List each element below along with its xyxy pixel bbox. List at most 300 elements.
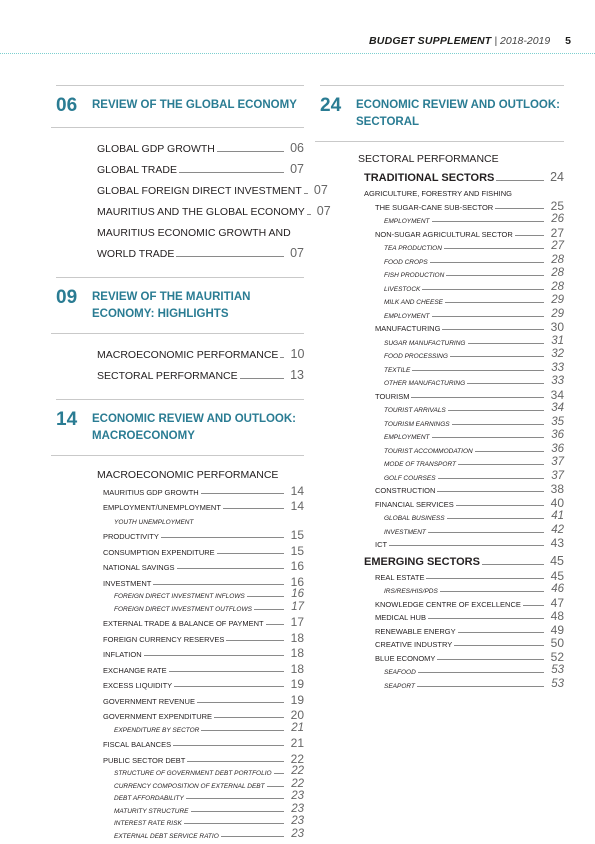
toc-entry-label: TEXTILE <box>384 366 411 374</box>
toc-entry-label: EMPLOYMENT <box>384 312 430 320</box>
section-title: REVIEW OF THE GLOBAL ECONOMY <box>92 99 297 111</box>
toc-entry-page: 35 <box>551 415 564 428</box>
toc-entry-page: 26 <box>551 213 564 225</box>
leader-line <box>422 289 544 290</box>
toc-entry[interactable] <box>320 198 564 212</box>
toc-entry-page: 18 <box>290 646 304 660</box>
toc-entry-label: REAL ESTATE <box>375 572 425 582</box>
toc-entry-label: MODE OF TRANSPORT <box>384 461 456 468</box>
toc-entry-page: 30 <box>550 320 564 334</box>
toc-entry[interactable] <box>320 676 564 690</box>
leader-line <box>467 383 544 384</box>
leader-line <box>428 532 544 533</box>
toc-section <box>56 277 304 386</box>
toc-entry[interactable] <box>56 777 304 790</box>
leader-line <box>274 773 284 774</box>
toc-entry-label: INTEREST RATE RISK <box>114 820 182 827</box>
leader-line <box>254 609 284 610</box>
leader-line <box>179 172 284 173</box>
toc-entry-label: MACROECONOMIC PERFORMANCE <box>97 469 279 481</box>
leader-line <box>458 464 544 465</box>
toc-entry[interactable] <box>320 148 564 165</box>
toc-entry[interactable] <box>56 155 304 176</box>
toc-entry[interactable] <box>320 482 564 496</box>
leader-line <box>223 508 284 509</box>
leader-line <box>418 672 544 673</box>
toc-entry[interactable] <box>56 790 304 803</box>
toc-entry-page: 42 <box>551 523 564 536</box>
toc-entry[interactable] <box>320 622 564 636</box>
toc-entry-label: GLOBAL GDP GROWTH <box>97 143 215 155</box>
toc-entry[interactable] <box>56 690 304 706</box>
leader-line <box>448 410 544 411</box>
toc-entry[interactable] <box>56 734 304 750</box>
toc-entry-page: 20 <box>290 708 304 722</box>
toc-entry[interactable] <box>320 266 564 280</box>
toc-entry-page: 52 <box>550 649 564 664</box>
toc-entry[interactable] <box>56 815 304 828</box>
toc-entry-label: CURRENCY COMPOSITION OF EXTERNAL DEBT <box>114 782 265 790</box>
toc-entry[interactable] <box>320 333 564 347</box>
toc-entry[interactable] <box>56 706 304 722</box>
toc-entry-page: 18 <box>290 661 304 676</box>
toc-entry-label: TEA PRODUCTION <box>384 245 442 252</box>
toc-entry-page: 40 <box>550 495 564 510</box>
toc-entry[interactable] <box>320 401 564 415</box>
toc-entry[interactable] <box>56 340 304 361</box>
leader-line <box>428 618 544 619</box>
toc-entry-page: 36 <box>551 442 564 455</box>
toc-entry-label: FOOD PROCESSING <box>384 353 448 360</box>
toc-entry-label: AGRICULTURE, FORESTRY AND FISHING <box>364 189 512 198</box>
toc-entry-label: STRUCTURE OF GOVERNMENT DEBT PORTFOLIO <box>114 770 272 777</box>
toc-entry-label: SEAPORT <box>384 682 415 690</box>
toc-entry[interactable] <box>320 387 564 401</box>
leader-line <box>437 659 544 660</box>
toc-entry[interactable] <box>320 306 564 320</box>
toc-entry-label: MAURITIUS AND THE GLOBAL ECONOMY <box>97 206 305 218</box>
toc-entry-page: 14 <box>290 499 304 513</box>
toc-entry[interactable] <box>320 239 564 253</box>
toc-entry[interactable] <box>320 663 564 677</box>
toc-entry-label: EMERGING SECTORS <box>364 556 480 568</box>
leader-line <box>432 437 544 438</box>
section-number: 09 <box>56 287 78 308</box>
toc-entry[interactable] <box>56 749 304 765</box>
toc-entry[interactable] <box>56 512 304 526</box>
toc-entry[interactable] <box>320 568 564 582</box>
toc-entry-page: 17 <box>291 600 304 613</box>
toc-entry-page: 16 <box>291 588 304 600</box>
toc-entry[interactable] <box>56 541 304 557</box>
leader-line <box>267 786 284 787</box>
toc-entry-label: CONSUMPTION EXPENDITURE <box>103 547 215 557</box>
toc-entry-page: 28 <box>551 280 564 293</box>
toc-entry-label: PRODUCTIVITY <box>103 532 159 541</box>
toc-entry[interactable] <box>320 522 564 536</box>
toc-entry-label: EXTERNAL DEBT SERVICE RATIO <box>114 832 219 840</box>
leader-line <box>197 702 284 703</box>
toc-entry-page: 33 <box>551 375 564 387</box>
toc-entry-page: 21 <box>290 736 304 750</box>
toc-entry[interactable] <box>56 572 304 588</box>
toc-entry[interactable] <box>320 549 564 568</box>
leader-line <box>201 493 284 494</box>
section-heading <box>56 409 304 445</box>
toc-entry-page: 43 <box>550 536 564 550</box>
toc-entry-list <box>56 128 331 264</box>
toc-entry-page: 23 <box>291 790 304 802</box>
toc-right-column <box>320 85 564 694</box>
toc-entry-label: BLUE ECONOMY <box>375 653 436 663</box>
toc-entry-list <box>320 142 564 694</box>
toc-entry[interactable] <box>320 582 564 596</box>
toc-entry[interactable] <box>320 509 564 523</box>
toc-entry[interactable] <box>56 588 304 601</box>
toc-entry-label: GLOBAL BUSINESS <box>384 515 445 522</box>
leader-line <box>458 632 544 633</box>
toc-entry-page: 06 <box>290 141 304 155</box>
leader-line <box>226 640 284 641</box>
section-title: REVIEW OF THE MAURITIAN ECONOMY: HIGHLIGHTS <box>92 291 251 320</box>
leader-line <box>187 761 284 762</box>
toc-entry-label: SEAFOOD <box>384 669 416 676</box>
leader-line <box>169 671 284 672</box>
leader-line <box>153 584 284 585</box>
leader-line <box>304 193 308 194</box>
section-title: ECONOMIC REVIEW AND OUTLOOK: MACROECONOMY <box>92 413 297 442</box>
toc-entry-label: LIVESTOCK <box>384 285 421 293</box>
toc-entry-label: YOUTH UNEMPLOYMENT <box>114 518 194 526</box>
toc-entry-page: 23 <box>291 827 304 840</box>
toc-entry-label: MAURITIUS GDP GROWTH <box>103 487 199 497</box>
toc-entry[interactable] <box>56 802 304 815</box>
leader-line <box>447 518 544 519</box>
section-number: 24 <box>320 95 342 116</box>
leader-line <box>247 596 284 597</box>
toc-entry[interactable] <box>320 636 564 650</box>
toc-entry-page: 48 <box>550 609 564 623</box>
toc-entry[interactable] <box>320 293 564 307</box>
toc-entry-page: 16 <box>290 559 304 573</box>
leader-line <box>184 823 284 824</box>
leader-line <box>417 686 544 687</box>
toc-entry[interactable] <box>56 557 304 573</box>
toc-entry-page: 23 <box>291 802 304 815</box>
toc-entry-page: 07 <box>313 183 328 197</box>
section-number: 14 <box>56 409 78 430</box>
toc-entry-label: TOURISM EARNINGS <box>384 420 450 428</box>
leader-line <box>221 836 284 837</box>
toc-entry-page: 15 <box>290 528 304 542</box>
toc-entry[interactable] <box>56 361 304 382</box>
toc-entry[interactable] <box>56 462 304 481</box>
toc-entry-label: TOURIST ARRIVALS <box>384 407 446 414</box>
toc-entry[interactable] <box>56 600 304 613</box>
toc-entry-label: FOREIGN DIRECT INVESTMENT OUTFLOWS <box>114 605 252 613</box>
leader-line <box>446 275 544 276</box>
leader-line <box>523 605 544 606</box>
toc-entry-page: 28 <box>551 267 564 279</box>
leader-line <box>217 553 284 554</box>
toc-entry-label: INFLATION <box>103 650 142 659</box>
toc-entry-list <box>56 456 304 844</box>
header-separator: | <box>494 35 498 47</box>
toc-entry-page: 19 <box>290 692 304 707</box>
toc-entry[interactable] <box>56 197 331 218</box>
toc-entry-label: TOURIST ACCOMMODATION <box>384 447 473 455</box>
toc-entry-label: THE SUGAR-CANE SUB-SECTOR <box>375 202 494 212</box>
leader-line <box>217 151 284 152</box>
running-header <box>369 35 571 47</box>
toc-entry-label: DEBT AFFORDABILITY <box>114 795 184 802</box>
leader-line <box>515 235 544 236</box>
section-heading <box>320 95 564 131</box>
leader-line <box>444 248 544 249</box>
toc-entry-label: FOREIGN CURRENCY RESERVES <box>103 634 225 644</box>
section-heading <box>56 95 304 117</box>
toc-entry[interactable] <box>56 526 304 542</box>
toc-entry-page: 22 <box>291 765 304 777</box>
toc-entry[interactable] <box>56 628 304 644</box>
toc-entry[interactable] <box>320 441 564 455</box>
toc-entry-label: MATURITY STRUCTURE <box>114 807 189 815</box>
toc-entry-label: GLOBAL FOREIGN DIRECT INVESTMENT <box>97 185 302 197</box>
toc-entry-label: MAURITIUS ECONOMIC GROWTH AND <box>97 227 291 239</box>
toc-entry-page: 45 <box>550 568 564 583</box>
leader-line <box>174 686 284 687</box>
leader-line <box>177 568 284 569</box>
toc-entry-page: 34 <box>551 402 564 414</box>
toc-entry-label: EXCHANGE RATE <box>103 665 167 675</box>
toc-entry[interactable] <box>56 497 304 513</box>
toc-entry-label: EXPENDITURE BY SECTOR <box>114 726 200 734</box>
toc-entry-label: MACROECONOMIC PERFORMANCE <box>97 349 279 361</box>
page-number: 5 <box>565 35 571 47</box>
toc-entry-page: 37 <box>551 469 564 482</box>
toc-entry-page: 38 <box>550 482 564 496</box>
toc-entry-page: 10 <box>290 347 305 361</box>
leader-line <box>454 645 544 646</box>
toc-entry-page: 34 <box>550 387 564 402</box>
toc-entry[interactable] <box>320 595 564 609</box>
toc-entry[interactable] <box>56 721 304 734</box>
toc-entry-label: EXTERNAL TRADE & BALANCE OF PAYMENT <box>103 619 264 628</box>
toc-entry[interactable] <box>320 649 564 663</box>
toc-entry-label: FISCAL BALANCES <box>103 740 172 749</box>
toc-entry-label: CONSTRUCTION <box>375 486 436 495</box>
toc-entry-list <box>56 334 304 386</box>
toc-entry[interactable] <box>56 613 304 629</box>
toc-entry-page: 33 <box>551 361 564 374</box>
toc-entry-page: 14 <box>290 483 304 498</box>
toc-entry-page: 21 <box>291 721 304 734</box>
toc-entry-page: 50 <box>550 636 564 650</box>
toc-entry-page: 37 <box>551 456 564 468</box>
toc-entry-page: 49 <box>550 622 564 637</box>
leader-line <box>442 329 544 330</box>
toc-entry[interactable] <box>320 279 564 293</box>
toc-entry-label: GOLF COURSES <box>384 474 436 482</box>
toc-entry-label: NON-SUGAR AGRICULTURAL SECTOR <box>375 229 513 239</box>
leader-line <box>468 343 545 344</box>
toc-entry[interactable] <box>320 360 564 374</box>
toc-entry-label: EMPLOYMENT/UNEMPLOYMENT <box>103 503 221 512</box>
toc-entry-page: 22 <box>291 777 304 790</box>
toc-entry[interactable] <box>56 176 328 197</box>
toc-entry[interactable] <box>320 495 564 509</box>
toc-entry-page: 23 <box>291 815 304 827</box>
leader-line <box>432 316 544 317</box>
toc-entry-page: 29 <box>551 307 564 320</box>
publication-title: BUDGET SUPPLEMENT <box>369 35 492 47</box>
toc-entry-page: 17 <box>290 615 304 629</box>
leader-line <box>307 214 311 215</box>
leader-line <box>450 356 544 357</box>
leader-line <box>201 730 284 731</box>
toc-entry[interactable] <box>320 252 564 266</box>
leader-line <box>432 221 544 222</box>
leader-line <box>496 180 544 181</box>
toc-entry[interactable] <box>56 827 304 840</box>
leader-line <box>452 424 544 425</box>
toc-section <box>320 85 564 694</box>
toc-entry-page: 27 <box>550 225 564 240</box>
leader-line <box>173 745 284 746</box>
toc-entry-label: EMPLOYMENT <box>384 218 430 225</box>
toc-entry[interactable] <box>320 536 564 550</box>
toc-entry-page: 24 <box>550 170 564 184</box>
toc-entry[interactable] <box>56 218 304 239</box>
toc-section <box>56 399 304 844</box>
leader-line <box>440 591 544 592</box>
leader-line <box>144 655 284 656</box>
leader-line <box>186 798 284 799</box>
toc-entry-label: GOVERNMENT EXPENDITURE <box>103 712 213 721</box>
toc-entry[interactable] <box>320 414 564 428</box>
leader-line <box>161 537 284 538</box>
toc-entry[interactable] <box>56 239 304 260</box>
leader-line <box>411 397 544 398</box>
toc-entry-page: 29 <box>551 294 564 306</box>
toc-entry[interactable] <box>320 212 564 226</box>
leader-line <box>438 478 544 479</box>
leader-line <box>437 491 544 492</box>
toc-entry-page: 16 <box>290 574 304 589</box>
leader-line <box>266 624 284 625</box>
toc-entry-label: INVESTMENT <box>384 528 426 536</box>
leader-line <box>176 256 284 257</box>
toc-entry-page: 41 <box>551 510 564 522</box>
toc-entry-label: GLOBAL TRADE <box>97 164 177 176</box>
toc-entry-label: ICT <box>375 540 388 549</box>
toc-entry[interactable] <box>320 347 564 361</box>
toc-entry-label: FOOD CROPS <box>384 258 428 266</box>
toc-entry-page: 22 <box>290 751 304 766</box>
toc-entry-label: TOURISM <box>375 391 410 401</box>
toc-entry-label: SUGAR MANUFACTURING <box>384 339 466 347</box>
toc-entry-page: 07 <box>316 204 331 218</box>
leader-line <box>191 811 284 812</box>
toc-entry-label: IRS/RES/HIS/PDS <box>384 588 438 595</box>
toc-entry-label: FINANCIAL SERVICES <box>375 499 454 509</box>
toc-entry-label: NATIONAL SAVINGS <box>103 563 175 572</box>
toc-entry-page: 18 <box>290 630 304 645</box>
toc-entry-page: 53 <box>551 664 564 676</box>
toc-entry-page: 25 <box>550 198 564 213</box>
toc-entry-page: 15 <box>290 543 304 558</box>
leader-line <box>412 370 544 371</box>
toc-entry-page: 53 <box>551 677 564 690</box>
toc-entry-label: INVESTMENT <box>103 578 152 588</box>
toc-entry-label: EMPLOYMENT <box>384 434 430 441</box>
toc-entry[interactable] <box>320 609 564 623</box>
toc-entry[interactable] <box>320 428 564 442</box>
toc-entry[interactable] <box>320 165 564 184</box>
toc-entry-label: EXCESS LIQUIDITY <box>103 681 173 690</box>
toc-entry-page: 36 <box>551 429 564 441</box>
toc-entry-page: 28 <box>551 253 564 266</box>
toc-entry-page: 46 <box>551 583 564 595</box>
toc-entry-page: 19 <box>290 677 304 691</box>
toc-entry-label: FOREIGN DIRECT INVESTMENT INFLOWS <box>114 593 245 600</box>
toc-entry[interactable] <box>320 225 564 239</box>
toc-entry[interactable] <box>320 455 564 469</box>
toc-entry[interactable] <box>56 765 304 778</box>
leader-line <box>214 717 284 718</box>
toc-entry-page: 07 <box>290 162 304 176</box>
toc-entry-label: SECTORAL PERFORMANCE <box>97 370 238 382</box>
leader-line <box>280 357 284 358</box>
leader-line <box>389 545 544 546</box>
leader-line <box>495 208 544 209</box>
leader-line <box>445 302 544 303</box>
leader-line <box>430 262 544 263</box>
toc-entry-page: 45 <box>550 554 564 568</box>
section-title: ECONOMIC REVIEW AND OUTLOOK: SECTORAL <box>356 99 561 128</box>
toc-entry-page: 13 <box>290 368 304 382</box>
leader-line <box>456 505 544 506</box>
section-heading <box>56 287 304 323</box>
toc-entry-label: CREATIVE INDUSTRY <box>375 640 453 649</box>
toc-entry[interactable] <box>56 659 304 675</box>
leader-line <box>426 578 544 579</box>
leader-line <box>240 378 284 379</box>
toc-entry[interactable] <box>56 644 304 660</box>
toc-entry-label: SECTORAL PERFORMANCE <box>358 153 499 165</box>
toc-entry[interactable] <box>56 675 304 691</box>
toc-entry-label: MANUFACTURING <box>375 324 441 333</box>
toc-entry-label: GOVERNMENT REVENUE <box>103 696 195 706</box>
publication-year: 2018-2019 <box>500 35 551 47</box>
toc-entry[interactable] <box>56 481 304 497</box>
toc-entry-page: 47 <box>550 595 564 610</box>
toc-entry-label: WORLD TRADE <box>97 248 175 260</box>
toc-entry-page: 07 <box>290 246 304 260</box>
leader-line <box>475 451 544 452</box>
toc-entry-label: MILK AND CHEESE <box>384 299 443 306</box>
toc-entry-page: 32 <box>551 348 564 360</box>
toc-entry-label: FISH PRODUCTION <box>384 272 445 279</box>
toc-entry[interactable] <box>320 468 564 482</box>
toc-entry-label: RENEWABLE ENERGY <box>375 626 456 636</box>
toc-entry[interactable] <box>320 184 564 198</box>
toc-entry[interactable] <box>56 134 304 155</box>
toc-entry[interactable] <box>320 374 564 388</box>
toc-entry-label: TRADITIONAL SECTORS <box>364 172 495 184</box>
toc-entry[interactable] <box>320 320 564 334</box>
section-number: 06 <box>56 95 78 116</box>
